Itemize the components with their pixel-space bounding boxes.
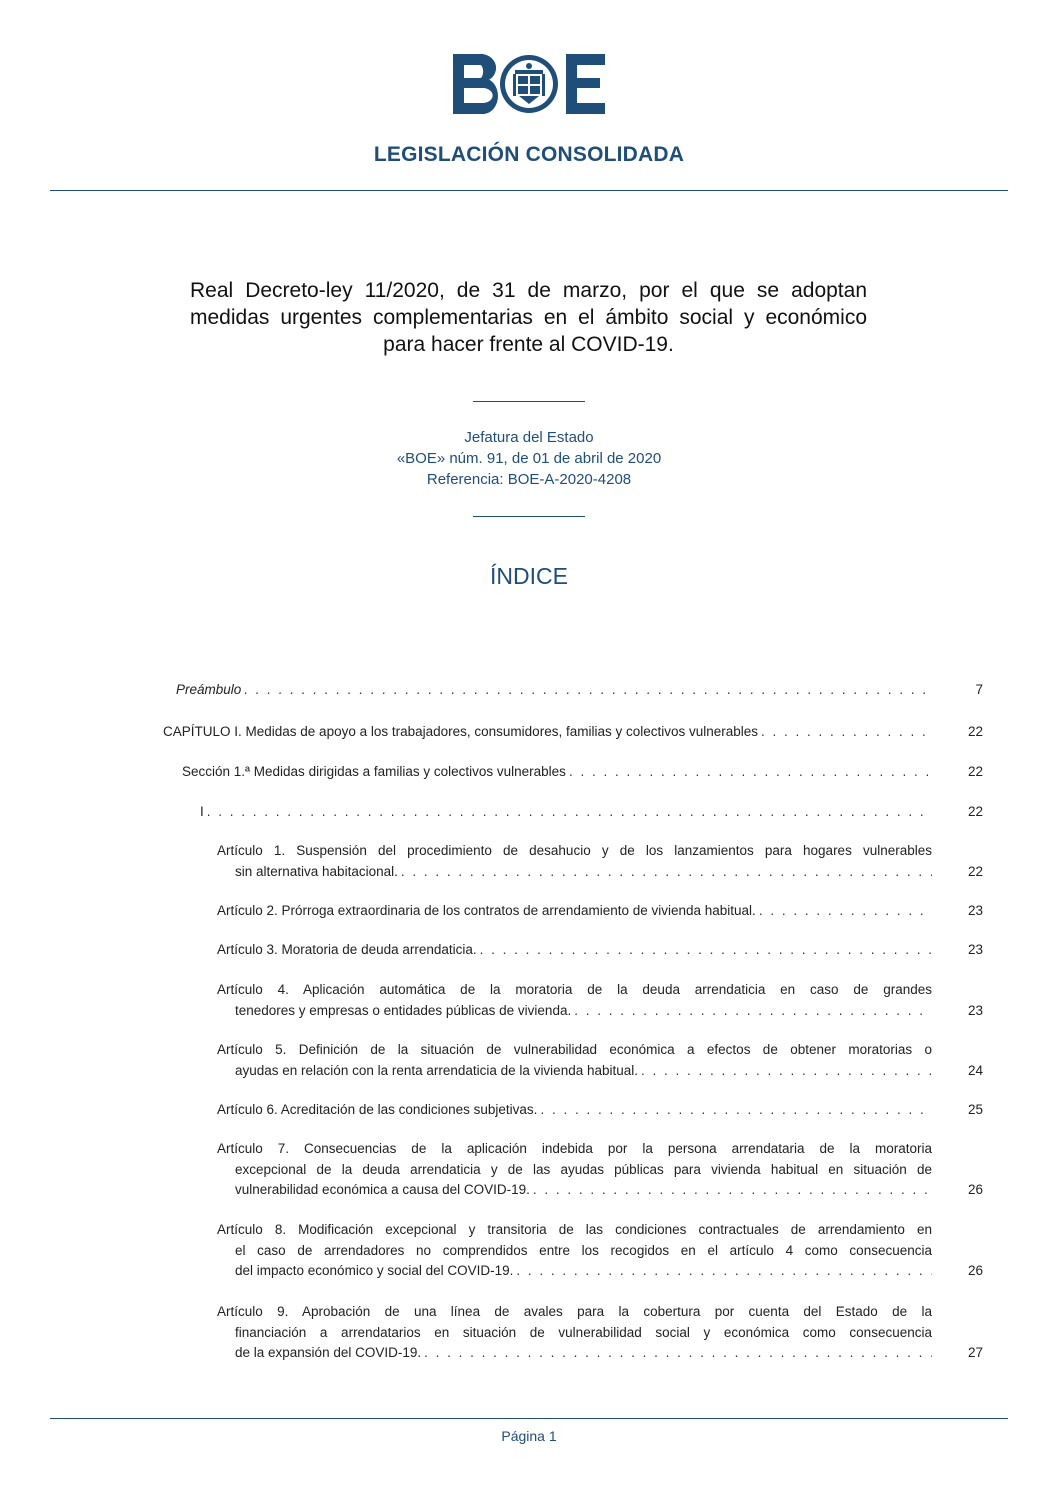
toc-entry-line: Artículo 4. Aplicación automática de la moratoria de la deuda arrendaticia en caso de grandes [217, 982, 932, 997]
toc-entry-last-line [176, 680, 932, 701]
toc-leader-dots [480, 940, 932, 961]
toc-entry-label: Artículo 2. Prórroga extraordinaria de los contratos de arrendamiento de vivienda habitual. [217, 903, 756, 918]
toc-entry[interactable] [217, 1139, 932, 1201]
toc-entry-last-line [163, 722, 932, 743]
toc-entry-label: tenedores y empresas o entidades públicas de vivienda. [235, 1002, 572, 1018]
toc-entry-label: de la expansión del COVID-19. [235, 1345, 422, 1360]
toc-leader-dots [569, 762, 932, 783]
toc-leader-dots [641, 1061, 932, 1082]
boe-logo [451, 52, 607, 116]
toc-entry[interactable] [176, 680, 932, 701]
section-title: LEGISLACIÓN CONSOLIDADA [373, 143, 685, 166]
toc-entry-label: Preámbulo [176, 682, 242, 697]
toc-page-number: 26 [967, 1263, 983, 1278]
toc-leader-dots [540, 1100, 932, 1121]
toc-entry-last-line [217, 1343, 932, 1364]
page-number: Página 1 [501, 1428, 557, 1444]
toc-entry-last-line [217, 940, 932, 961]
reference: Referencia: BOE-A-2020-4208 [426, 471, 632, 488]
toc-entry-line: Artículo 7. Consecuencias de la aplicación indebida por la persona arrendataria de la moratoria [217, 1141, 932, 1156]
toc-leader-dots [761, 722, 932, 743]
toc-page-number: 23 [967, 903, 983, 918]
toc-page-number: 27 [967, 1345, 983, 1360]
toc-entry-label: CAPÍTULO I. Medidas de apoyo a los trabajadores, consumidores, familias y colectivos vulnerables [163, 724, 759, 739]
toc-page-number: 23 [967, 942, 983, 957]
toc-page-number: 24 [967, 1062, 983, 1078]
toc-leader-dots [207, 802, 932, 823]
toc-entry-last-line [182, 762, 932, 783]
toc-entry-line: excepcional de la deuda arrendaticia y de las ayudas públicas para vivienda habitual en situación de [235, 1161, 932, 1177]
toc-entry-last-line [200, 802, 932, 823]
toc-entry[interactable] [217, 841, 932, 882]
toc-entry-label: I [200, 804, 204, 819]
toc-entry-line: financiación a arrendatarios en situación de vulnerabilidad social y económica como consecuencia [235, 1324, 932, 1340]
toc-page-number: 22 [967, 863, 983, 879]
toc-entry-last-line [217, 1180, 932, 1201]
document-title: Real Decreto-ley 11/2020, de 31 de marzo, por el que se adoptan medidas urgentes complementarias en el ámbito social y económico para hacer frente al COVID-19. [190, 279, 867, 356]
issuer: Jefatura del Estado [464, 429, 594, 446]
toc-entry[interactable] [200, 802, 932, 823]
toc-entry[interactable] [182, 762, 932, 783]
toc-entry[interactable] [217, 901, 932, 922]
footer-divider [50, 1418, 1008, 1419]
index-title: ÍNDICE [490, 563, 568, 589]
toc-entry-line: Artículo 9. Aprobación de una línea de avales para la cobertura por cuenta del Estado de la [217, 1304, 932, 1319]
toc-entry-label: Artículo 3. Moratoria de deuda arrendaticia. [217, 942, 477, 957]
toc-entry-line: Artículo 8. Modificación excepcional y transitoria de las condiciones contractuales de arrendamiento en [217, 1222, 932, 1237]
toc-entry-last-line [217, 862, 932, 883]
toc-entry[interactable] [163, 722, 932, 743]
meta-divider-bottom [473, 516, 585, 517]
toc-leader-dots [533, 1180, 932, 1201]
toc-leader-dots [759, 901, 932, 922]
toc-entry-label: vulnerabilidad económica a causa del COVID-19. [235, 1182, 530, 1197]
publication-info: «BOE» núm. 91, de 01 de abril de 2020 [396, 450, 662, 467]
toc-entry-last-line [217, 901, 932, 922]
toc-leader-dots [574, 1001, 932, 1022]
toc-leader-dots [516, 1261, 932, 1282]
toc-entry-last-line [217, 1100, 932, 1121]
toc-entry-label: del impacto económico y social del COVID-19. [235, 1263, 514, 1278]
toc-entry-line: Artículo 5. Definición de la situación de vulnerabilidad económica a efectos de obtener moratorias o [217, 1042, 932, 1057]
toc-entry[interactable] [217, 1220, 932, 1282]
toc-entry-line: el caso de arrendadores no comprendidos entre los recogidos en el artículo 4 como consecuencia [235, 1242, 932, 1258]
toc-entry-label: Sección 1.ª Medidas dirigidas a familias y colectivos vulnerables [182, 764, 566, 779]
toc-entry-last-line [217, 1061, 932, 1082]
toc-entry[interactable] [217, 980, 932, 1021]
toc-entry[interactable] [217, 1302, 932, 1364]
toc-entry[interactable] [217, 940, 932, 961]
header-divider [50, 190, 1008, 191]
toc-page-number: 22 [967, 724, 983, 739]
toc-page-number: 25 [967, 1102, 983, 1117]
toc-page-number: 22 [967, 804, 983, 819]
toc-leader-dots [401, 862, 932, 883]
toc-entry-label: ayudas en relación con la renta arrendaticia de la vivienda habitual. [235, 1062, 639, 1078]
toc-entry[interactable] [217, 1040, 932, 1081]
toc-entry-label: sin alternativa habitacional. [235, 863, 398, 879]
toc-leader-dots [424, 1343, 932, 1364]
toc-entry-line: Artículo 1. Suspensión del procedimiento de desahucio y de los lanzamientos para hogares vulnerables [217, 843, 932, 858]
toc-leader-dots [244, 680, 932, 701]
toc-page-number: 7 [975, 682, 983, 697]
toc-page-number: 22 [967, 764, 983, 779]
meta-divider-top [473, 401, 585, 402]
toc-entry-last-line [217, 1001, 932, 1022]
toc-page-number: 23 [967, 1002, 983, 1018]
toc-page-number: 26 [967, 1182, 983, 1197]
toc-entry-label: Artículo 6. Acreditación de las condiciones subjetivas. [217, 1102, 538, 1117]
document-meta [0, 427, 1058, 490]
toc-entry-last-line [217, 1261, 932, 1282]
toc-entry[interactable] [217, 1100, 932, 1121]
